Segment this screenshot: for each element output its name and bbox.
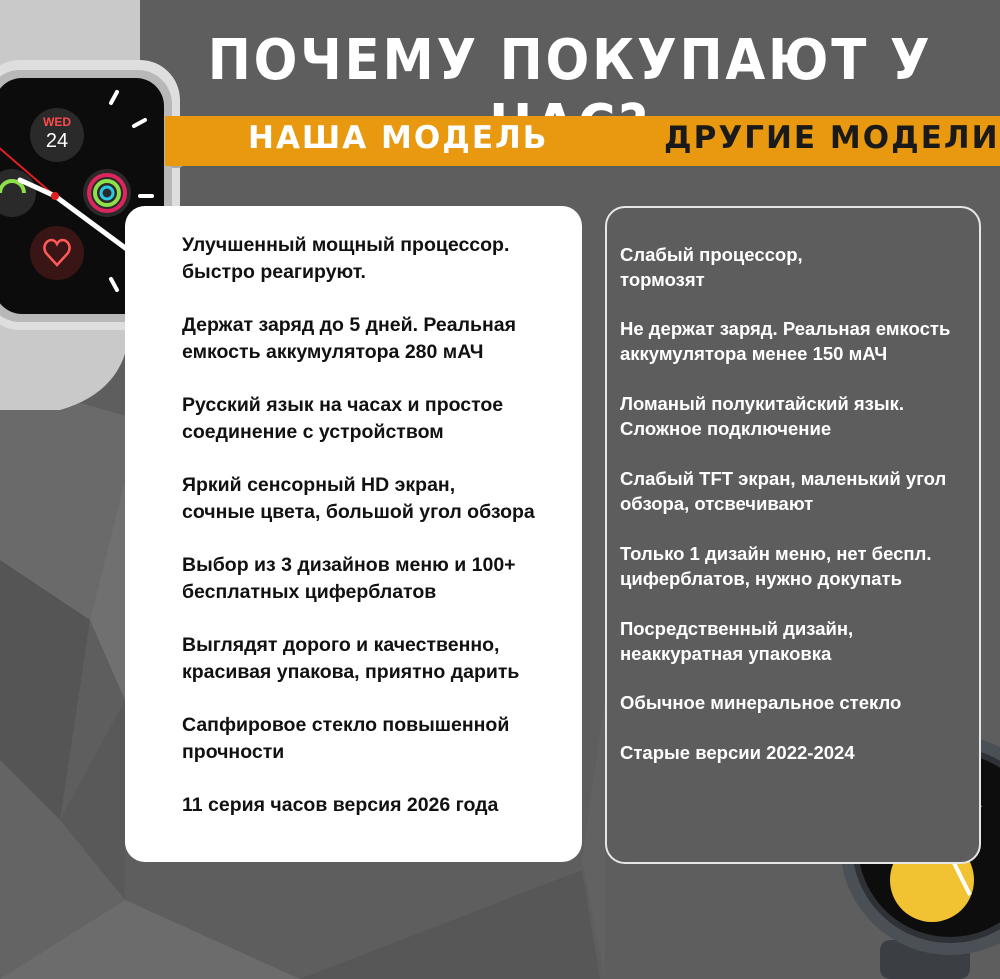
- other-item: [620, 616, 995, 666]
- feature-item: [182, 392, 582, 446]
- our-model-label: НАША МОДЕЛЬ: [248, 120, 549, 156]
- other-line: Слабый процессор,: [620, 244, 803, 265]
- other-line: циферблатов, нужно докупать: [620, 568, 902, 589]
- feature-line: Выглядят дорого и качественно,: [182, 634, 500, 656]
- feature-line: прочности: [182, 741, 285, 763]
- feature-line: Выбор из 3 дизайнов меню и 100+: [182, 554, 516, 576]
- feature-line: Держат заряд до 5 дней. Реальная: [182, 314, 516, 336]
- feature-line: соединение с устройством: [182, 421, 444, 443]
- other-line: неаккуратная упаковка: [620, 643, 832, 664]
- feature-item: [182, 712, 582, 766]
- watch-date-label: 24: [45, 130, 69, 152]
- feature-item: [182, 472, 582, 526]
- feature-line: Яркий сенсорный HD экран,: [182, 474, 456, 496]
- other-line: Слабый TFT экран, маленький угол: [620, 468, 947, 489]
- feature-item: [182, 312, 582, 366]
- feature-line: сочные цвета, большой угол обзора: [182, 501, 535, 523]
- other-item: [620, 541, 995, 591]
- feature-item: [182, 792, 582, 819]
- other-line: Только 1 дизайн меню, нет беспл.: [620, 543, 932, 564]
- other-line: обзора, отсвечивают: [620, 493, 814, 514]
- other-line: Старые версии 2022-2024: [620, 742, 855, 763]
- other-line: Ломаный полукитайский язык.: [620, 393, 905, 414]
- feature-line: Сапфировое стекло повышенной: [182, 714, 510, 736]
- other-line: Посредственный дизайн,: [620, 618, 854, 639]
- other-item: [620, 740, 995, 765]
- feature-line: 11 серия часов версия 2026 года: [182, 794, 499, 816]
- other-line: аккумулятора менее 150 мАЧ: [620, 343, 888, 364]
- feature-line: емкость аккумулятора 280 мАЧ: [182, 341, 484, 363]
- feature-line: быстро реагируют.: [182, 261, 366, 283]
- feature-line: Русский язык на часах и простое: [182, 394, 504, 416]
- other-item: [620, 391, 995, 441]
- other-item: [620, 690, 995, 715]
- other-item: [620, 466, 995, 516]
- feature-line: красивая упакова, приятно дарить: [182, 661, 520, 683]
- feature-item: [182, 232, 582, 286]
- other-item: [620, 242, 995, 292]
- feature-line: Улучшенный мощный процессор.: [182, 234, 510, 256]
- feature-item: [182, 552, 582, 606]
- watch-day-label: WED: [43, 115, 71, 129]
- other-line: тормозят: [620, 269, 705, 290]
- feature-line: бесплатных циферблатов: [182, 581, 437, 603]
- feature-item: [182, 632, 582, 686]
- other-models-card: [605, 206, 981, 864]
- other-item: [620, 316, 995, 366]
- page-title: ПОЧЕМУ ПОКУПАЮТ У: [207, 28, 933, 93]
- other-models-label: ДРУГИЕ МОДЕЛИ: [664, 120, 1000, 156]
- other-line: Сложное подключение: [620, 418, 832, 439]
- other-line: Не держат заряд. Реальная емкость: [620, 318, 951, 339]
- other-line: Обычное минеральное стекло: [620, 692, 902, 713]
